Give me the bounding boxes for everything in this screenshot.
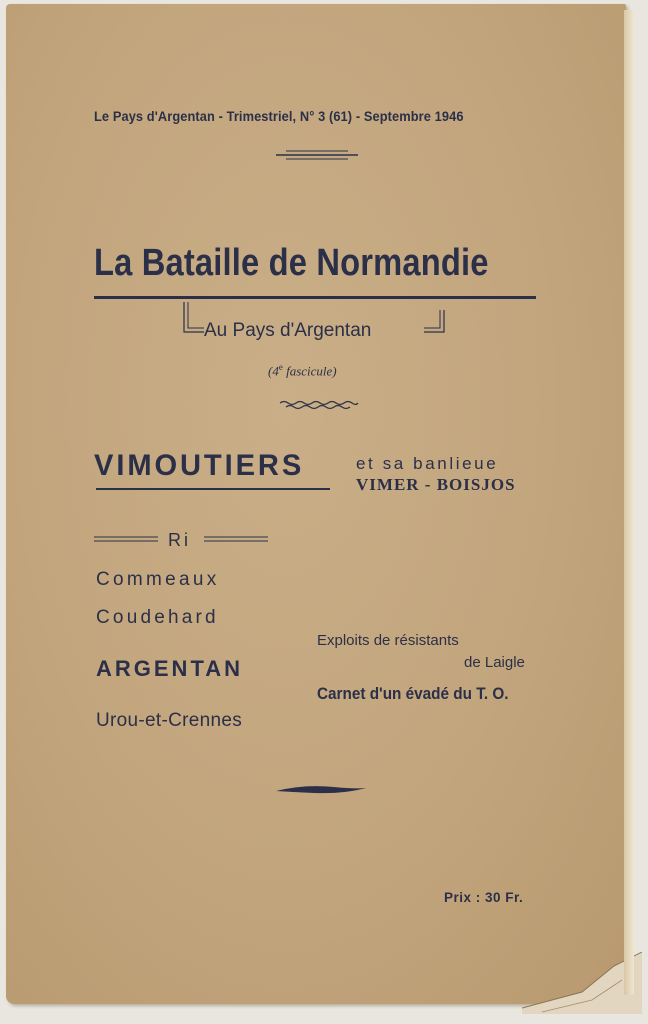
left-bracket-ornament <box>182 302 204 342</box>
price-label: Prix : 30 Fr. <box>444 890 524 905</box>
place-argentan: ARGENTAN <box>96 656 244 681</box>
publication-header: Le Pays d'Argentan - Trimestriel, N° 3 (61) - Septembre 1946 <box>94 109 464 124</box>
article-exploits-line1: Exploits de résistants <box>317 632 459 649</box>
closing-swash-ornament <box>274 782 368 798</box>
torn-corner <box>522 952 642 1014</box>
header-ornament <box>276 148 358 162</box>
place-coudehard: Coudehard <box>96 607 219 628</box>
main-title: La Bataille de Normandie <box>94 242 489 284</box>
fascicule-label: (4e fascicule) <box>268 362 337 379</box>
suburbs-label: VIMER - BOISJOS <box>356 475 516 494</box>
ri-left-rule <box>94 534 158 544</box>
title-underline <box>94 296 536 299</box>
place-commeaux: Commeaux <box>96 569 220 590</box>
feature-town: VIMOUTIERS <box>94 449 305 482</box>
feature-town-underline <box>96 488 330 490</box>
article-carnet: Carnet d'un évadé du T. O. <box>317 684 509 703</box>
ri-right-rule <box>204 534 268 544</box>
banlieue-label: et sa banlieue <box>356 454 499 473</box>
article-exploits-line2: de Laigle <box>464 654 525 671</box>
place-ri: Ri <box>168 530 191 550</box>
subtitle: Au Pays d'Argentan <box>204 320 372 341</box>
place-urou-et-crennes: Urou-et-Crennes <box>96 710 242 731</box>
right-bracket-ornament <box>424 302 446 342</box>
wave-ornament <box>278 400 360 410</box>
booklet-cover <box>6 4 626 1004</box>
